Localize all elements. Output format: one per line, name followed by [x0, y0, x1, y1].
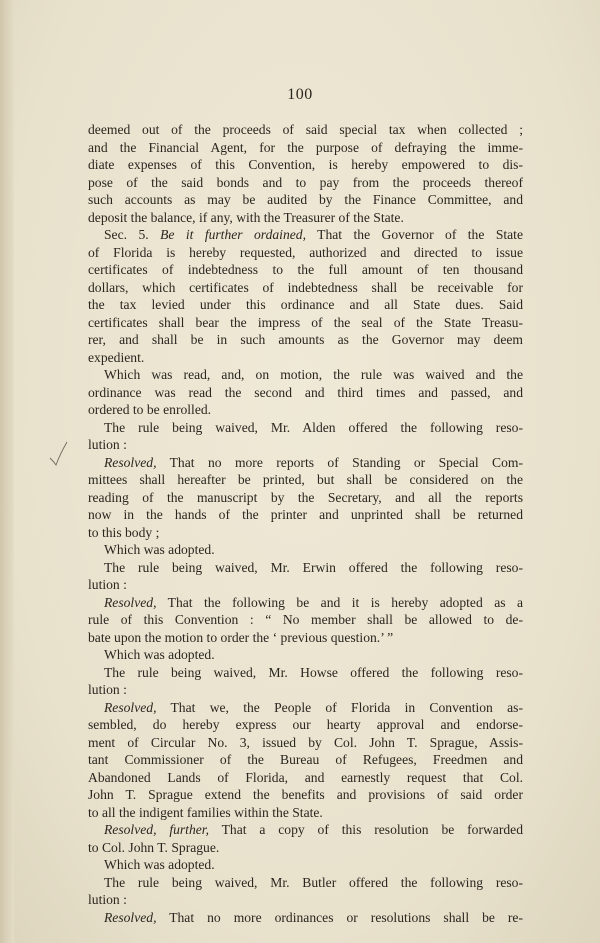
text-span: the tax levied under this ordinance and all State dues. Said — [88, 297, 523, 312]
text-span: lution : — [88, 437, 127, 452]
text-span: ordered to be enrolled. — [88, 402, 212, 417]
text-line — [88, 191, 523, 209]
text-span: deemed out of the proceeds of said special tax when collected ; — [88, 122, 523, 137]
text-line — [88, 541, 523, 559]
text-span: reading of the manuscript by the Secretary, and all the reports — [88, 489, 523, 505]
text-span: That we, the People of Florida in Convention as- — [156, 699, 523, 715]
text-span: Which was adopted. — [104, 542, 215, 557]
text-span: bate upon the motion to order the ‘ previous question.’ ” — [88, 629, 394, 645]
text-span: and the Financial Agent, for the purpose of defraying the imme- — [88, 139, 523, 155]
text-line — [88, 139, 523, 157]
text-line — [88, 646, 523, 664]
italic-text-span: Resolved, — [104, 594, 157, 610]
text-line — [88, 454, 523, 472]
text-line — [88, 681, 523, 699]
text-span: That no more ordinances or resolutions shall be re- — [156, 909, 523, 925]
text-span: Abandoned Lands of Florida, and earnestly request that Col. — [88, 769, 523, 785]
text-line — [88, 891, 523, 909]
text-line — [88, 261, 523, 279]
text-span: lution : — [88, 577, 127, 592]
text-line — [88, 244, 523, 262]
text-span: diate expenses of this Convention, is hereby empowered to dis- — [88, 157, 523, 172]
text-span: to this body ; — [88, 524, 160, 540]
text-span: rer, and shall be in such amounts as the Governor may deem — [88, 332, 523, 347]
text-line — [88, 576, 523, 594]
text-line — [88, 419, 523, 437]
text-span: such accounts as may be audited by the Finance Committee, and — [88, 192, 523, 207]
text-line — [88, 611, 523, 629]
document-body — [88, 121, 523, 926]
text-line — [88, 506, 523, 524]
text-span: Which was adopted. — [104, 857, 215, 872]
italic-text-span: Resolved, — [104, 699, 157, 715]
text-span: certificates of indebtedness to the full amount of ten thousand — [88, 262, 523, 277]
text-line — [88, 279, 523, 297]
page-spine-shadow — [0, 0, 14, 943]
text-span: The rule being waived, Mr. Howse offered the following reso- — [104, 664, 523, 680]
margin-check-mark-icon — [48, 440, 68, 466]
text-line — [88, 734, 523, 752]
text-span: Which was read, and, on motion, the rule was waived and the — [104, 367, 523, 382]
italic-text-span: Resolved, — [104, 909, 157, 925]
text-span: dollars, which certificates of indebtedness shall be receivable for — [88, 279, 523, 295]
text-line — [88, 874, 523, 892]
text-line — [88, 909, 523, 927]
text-span: now in the hands of the printer and unprinted shall be returned — [88, 507, 523, 522]
text-line — [88, 629, 523, 647]
text-line — [88, 226, 523, 244]
text-span: lution : — [88, 892, 127, 907]
text-line — [88, 716, 523, 734]
text-span: ordinance was read the second and third times and passed, and — [88, 384, 523, 400]
text-span: to Col. John T. Sprague. — [88, 839, 220, 855]
text-span: lution : — [88, 682, 127, 697]
text-line — [88, 559, 523, 577]
text-line — [88, 594, 523, 612]
text-line — [88, 804, 523, 822]
text-line — [88, 786, 523, 804]
text-line — [88, 471, 523, 489]
text-span: That no more reports of Standing or Special Com- — [156, 454, 523, 470]
text-span: sembled, do hereby express our hearty approval and endorse- — [88, 717, 523, 732]
text-span: John T. Sprague extend the benefits and provisions of said order — [88, 787, 523, 802]
text-line — [88, 349, 523, 367]
text-line — [88, 699, 523, 717]
text-line — [88, 296, 523, 314]
text-line — [88, 156, 523, 174]
text-span: certificates shall bear the impress of the seal of the State Treasu- — [88, 314, 523, 330]
text-line — [88, 121, 523, 139]
text-line — [88, 856, 523, 874]
italic-text-span: Be it further ordained, — [160, 227, 306, 242]
text-span: That a copy of this resolution be forwarded — [208, 822, 523, 837]
text-span: Which was adopted. — [104, 647, 215, 662]
text-line — [88, 366, 523, 384]
text-span: The rule being waived, Mr. Butler offered the following reso- — [104, 874, 523, 890]
text-line — [88, 751, 523, 769]
text-span: to all the indigent families within the State. — [88, 804, 323, 820]
italic-text-span: Resolved, — [104, 454, 157, 470]
text-line — [88, 209, 523, 227]
italic-text-span: Resolved, further, — [104, 822, 209, 837]
text-span: expedient. — [88, 349, 145, 365]
text-span: The rule being waived, Mr. Alden offered the following reso- — [104, 419, 523, 435]
text-line — [88, 839, 523, 857]
text-line — [88, 769, 523, 787]
text-line — [88, 821, 523, 839]
text-line — [88, 174, 523, 192]
text-line — [88, 436, 523, 454]
text-line — [88, 524, 523, 542]
page-number: 100 — [287, 86, 313, 103]
text-line — [88, 331, 523, 349]
text-span: tant Commissioner of the Bureau of Refugees, Freedmen and — [88, 752, 523, 767]
text-line — [88, 314, 523, 332]
text-span: That the Governor of the State — [305, 227, 523, 242]
text-line — [88, 664, 523, 682]
text-span: The rule being waived, Mr. Erwin offered the following reso- — [104, 559, 523, 575]
text-line — [88, 384, 523, 402]
text-line — [88, 401, 523, 419]
text-span: mittees shall hereafter be printed, but shall be considered on the — [88, 472, 523, 487]
text-span: deposit the balance, if any, with the Treasurer of the State. — [88, 209, 404, 225]
text-line — [88, 489, 523, 507]
text-span: That the following be and it is hereby adopted as a — [156, 594, 523, 610]
text-span: pose of the said bonds and to pay from the proceeds thereof — [88, 174, 523, 190]
text-span: ment of Circular No. 3, issued by Col. John T. Sprague, Assis- — [88, 734, 523, 750]
text-span: of Florida is hereby requested, authorized and directed to issue — [88, 244, 523, 260]
text-span: rule of this Convention : “ No member shall be allowed to de- — [88, 612, 523, 627]
text-span: Sec. 5. — [104, 227, 161, 242]
